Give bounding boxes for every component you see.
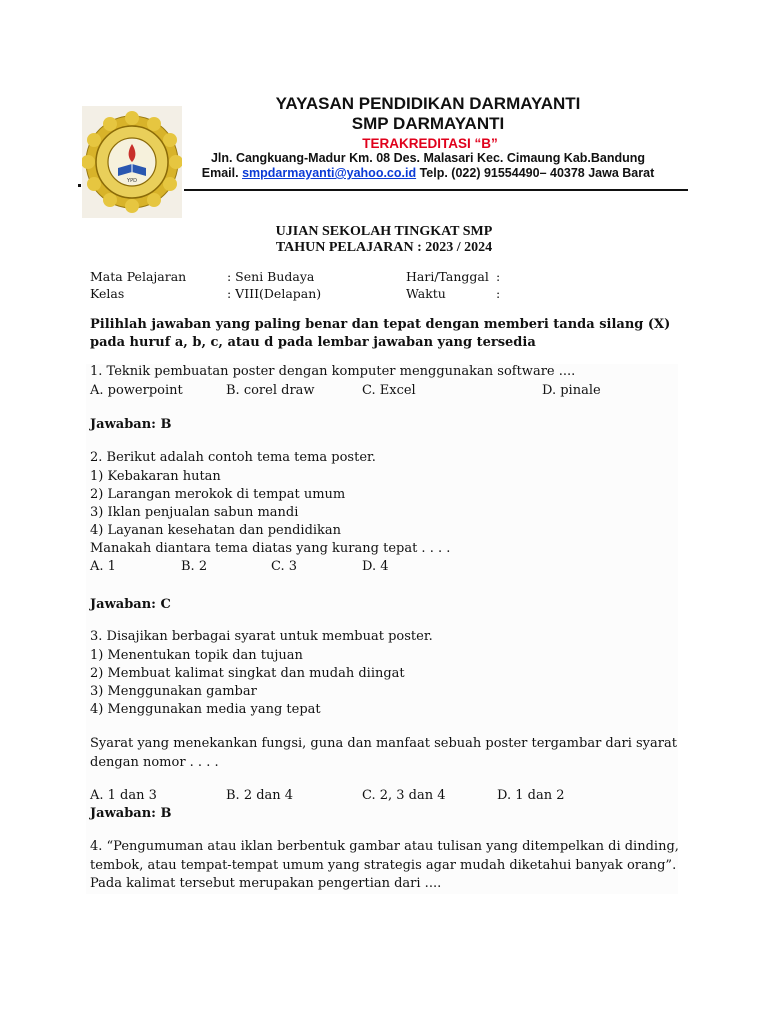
q1-option-d: D. pinale [542, 383, 601, 398]
q2-option-c: C. 3 [271, 559, 298, 574]
contact-line [188, 166, 668, 180]
q1-option-c: C. Excel [362, 383, 416, 398]
q2-item-1: 1) Kebakaran hutan [90, 469, 221, 484]
q2-question: Manakah diantara tema diatas yang kurang tepat . . . . [90, 541, 451, 556]
date-label: Hari/Tanggal [406, 269, 489, 284]
q2-text: 2. Berikut adalah contoh tema tema poster. [90, 450, 376, 465]
time-value: : [496, 286, 501, 301]
q2-option-d: D. 4 [362, 559, 389, 574]
q3-item-3: 3) Menggunakan gambar [90, 684, 257, 699]
q4-line-3: Pada kalimat tersebut merupakan pengertian dari .... [90, 876, 442, 891]
time-label: Waktu [406, 286, 446, 301]
q2-option-a: A. 1 [90, 559, 116, 574]
foundation-name: YAYASAN PENDIDIKAN DARMAYANTI [275, 94, 581, 113]
q3-question-line-1: Syarat yang menekankan fungsi, guna dan manfaat sebuah poster tergambar dari syarat [90, 736, 677, 751]
q2-item-3: 3) Iklan penjualan sabun mandi [90, 505, 299, 520]
exam-year: TAHUN PELAJARAN : 2023 / 2024 [275, 240, 493, 255]
q4-line-1: 4. “Pengumuman atau iklan berbentuk gambar atau tulisan yang ditempelkan di dinding, [90, 839, 679, 854]
q3-item-4: 4) Menggunakan media yang tepat [90, 702, 321, 717]
email-label: Email. [201, 166, 243, 180]
q2-item-4: 4) Layanan kesehatan dan pendidikan [90, 523, 342, 538]
q2-option-b: B. 2 [181, 559, 208, 574]
header-rule [184, 189, 688, 191]
q2-answer: Jawaban: C [90, 597, 171, 612]
q3-option-a: A. 1 dan 3 [90, 788, 157, 803]
q4-line-2: tembok, atau tempat-tempat umum yang strategis agar mudah diketahui banyak orang”. [90, 858, 677, 873]
school-logo [82, 106, 182, 218]
q2-item-2: 2) Larangan merokok di tempat umum [90, 487, 346, 502]
school-address: Jln. Cangkuang-Madur Km. 08 Des. Malasari Kec. Cimaung Kab.Bandung [210, 151, 646, 165]
q3-item-1: 1) Menentukan topik dan tujuan [90, 648, 303, 663]
accreditation: TERAKREDITASI “B” [362, 136, 498, 151]
instruction: Pilihlah jawaban yang paling benar dan tepat dengan memberi tanda silang (X) pada huruf a, b, c, atau d pada lembar jawaban yang tersedia [90, 317, 671, 350]
q1-option-b: B. corel draw [226, 383, 315, 398]
exam-title: UJIAN SEKOLAH TINGKAT SMP [275, 224, 493, 239]
class-label: Kelas [90, 286, 125, 301]
q3-option-d: D. 1 dan 2 [497, 788, 565, 803]
q3-answer: Jawaban: B [90, 806, 172, 821]
subject-value: : Seni Budaya [227, 269, 315, 284]
subject-label: Mata Pelajaran [90, 269, 187, 284]
email-link[interactable]: smpdarmayanti@yahoo.co.id [242, 166, 417, 180]
q3-question-line-2: dengan nomor . . . . [90, 755, 219, 770]
stray-dot [78, 184, 81, 187]
q3-item-2: 2) Membuat kalimat singkat dan mudah diingat [90, 666, 405, 681]
class-value: : VIII(Delapan) [227, 286, 322, 301]
q1-option-a: A. powerpoint [90, 383, 183, 398]
q1-answer: Jawaban: B [90, 417, 172, 432]
school-name: SMP DARMAYANTI [351, 114, 505, 133]
date-value: : [496, 269, 501, 284]
q3-text: 3. Disajikan berbagai syarat untuk membuat poster. [90, 629, 433, 644]
phone-text: Telp. (022) 91554490– 40378 Jawa Barat [416, 166, 655, 180]
q3-option-c: C. 2, 3 dan 4 [362, 788, 446, 803]
logo-abbr: YPD [127, 178, 137, 184]
q1-text: 1. Teknik pembuatan poster dengan komputer menggunakan software .... [90, 364, 576, 379]
q3-option-b: B. 2 dan 4 [226, 788, 294, 803]
